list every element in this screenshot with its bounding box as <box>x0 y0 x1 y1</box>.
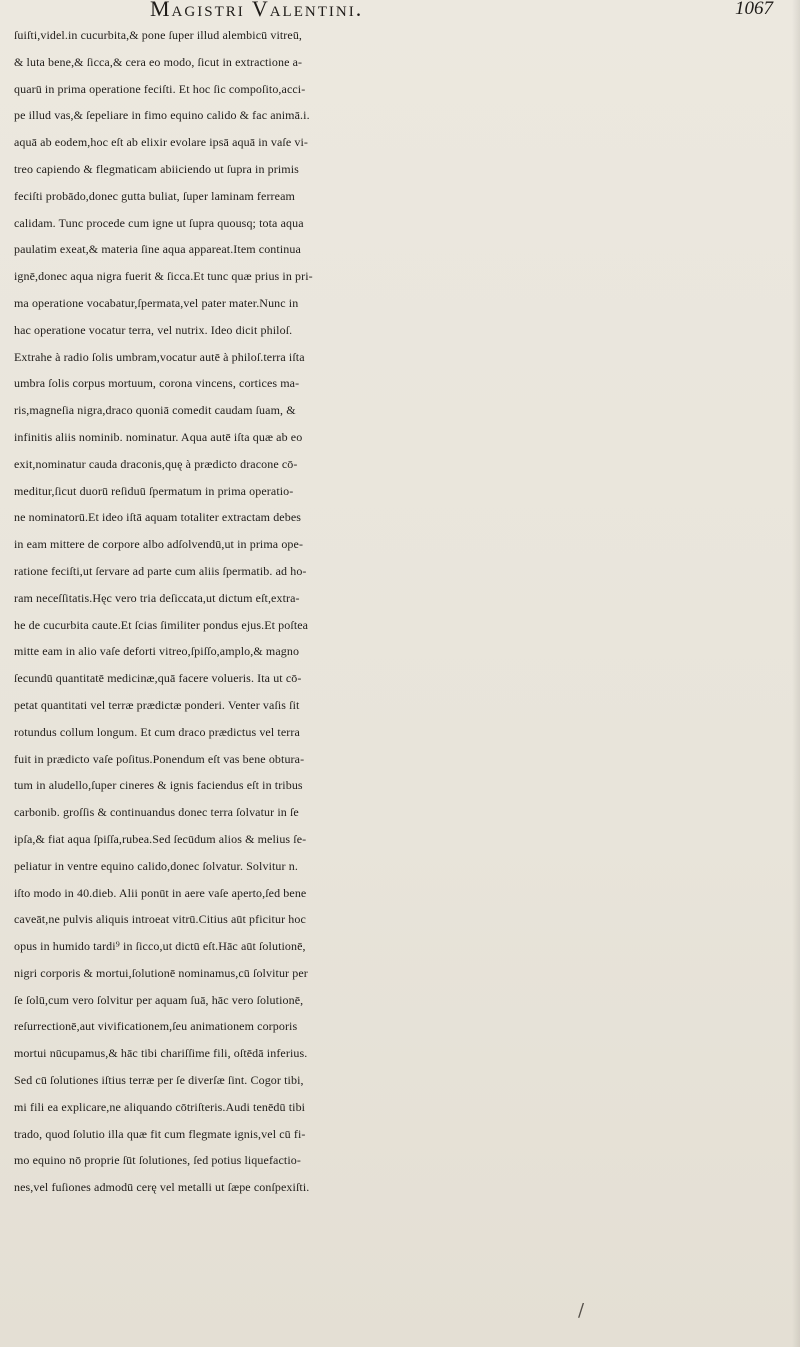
body-text <box>14 22 792 1201</box>
text-line: mortui nūcupamus,& hāc tibi chariſſime fili, oſtēdā inferius. <box>14 1046 308 1061</box>
text-line: in eam mittere de corpore albo adſolvendū,ut in prima ope- <box>14 537 304 552</box>
text-line: nigri corporis & mortui,ſolutionē nominamus,cū ſolvitur per <box>14 965 308 980</box>
text-line: rotundus collum longum. Et cum draco prædictus vel terra <box>14 724 300 739</box>
text-line: fuit in prædicto vaſe poſitus.Ponendum eſt vas bene obtura- <box>14 751 305 766</box>
text-line: tum in aludello,ſuper cineres & ignis faciendus eſt in tribus <box>14 778 303 793</box>
footer-mark: / <box>578 1300 585 1321</box>
text-line: & luta bene,& ſicca,& cera eo modo, ſicut in extractione a- <box>14 54 303 69</box>
text-line: ne nominatorū.Et ideo iſtā aquam totaliter extractam debes <box>14 510 302 525</box>
page-edge-shadow <box>792 0 800 1347</box>
text-line: ſecundū quantitatē medicinæ,quā facere volueris. Ita ut cō- <box>14 671 302 686</box>
text-line: mo equino nō proprie ſūt ſolutiones, ſed potius liquefactio- <box>14 1153 301 1168</box>
page-number: 1067 <box>735 0 773 19</box>
page-header <box>0 0 800 24</box>
text-line: carbonib. groſſis & continuandus donec terra ſolvatur in ſe <box>14 805 299 820</box>
text-line: caveāt,ne pulvis aliquis introeat vitrū.Citius aūt pficitur hoc <box>14 912 306 927</box>
text-line: calidam. Tunc procede cum igne ut ſupra quousq; tota aqua <box>14 215 304 230</box>
text-line: he de cucurbita caute.Et ſcias ſimiliter pondus ejus.Et poſtea <box>14 617 309 632</box>
text-line: ris,magneſia nigra,draco quoniā comedit caudam ſuam, & <box>14 403 296 418</box>
text-line: trado, quod ſolutio illa quæ fit cum flegmate ignis,vel cū fi- <box>14 1126 306 1141</box>
text-line: ma operatione vocabatur,ſpermata,vel pater mater.Nunc in <box>14 295 299 310</box>
text-line: reſurrectionē,aut vivificationem,ſeu animationem corporis <box>14 1019 298 1034</box>
text-line: Sed cū ſolutiones iſtius terræ per ſe diverſæ ſint. Cogor tibi, <box>14 1073 304 1088</box>
text-line: petat quantitati vel terræ prædictæ ponderi. Venter vaſis ſit <box>14 697 300 712</box>
text-line: treo capiendo & flegmaticam abiiciendo ut ſupra in primis <box>14 161 299 176</box>
text-line: Extrahe à radio ſolis umbram,vocatur autē à philoſ.terra iſta <box>14 349 305 364</box>
text-line: iſto modo in 40.dieb. Alii ponūt in aere vaſe aperto,ſed bene <box>14 885 307 900</box>
text-line: quarū in prima operatione feciſti. Et hoc ſic compoſito,acci- <box>14 81 306 96</box>
text-line: mi fili ea explicare,ne aliquando cōtriſteris.Audi tenēdū tibi <box>14 1099 306 1114</box>
text-line: feciſti probādo,donec gutta buliat, ſuper laminam ferream <box>14 188 295 203</box>
text-line: ſe ſolū,cum vero ſolvitur per aquam ſuā, hāc vero ſolutionē, <box>14 992 304 1007</box>
text-line: meditur,ſicut duorū reſiduū ſpermatum in prima operatio- <box>14 483 294 498</box>
text-line: ſuiſti,videl.in cucurbita,& pone ſuper illud alembicū vitreū, <box>14 28 303 42</box>
running-head: Magistri Valentini. <box>150 0 364 21</box>
text-line: paulatim exeat,& materia ſine aqua appareat.Item continua <box>14 242 301 257</box>
text-line: nes,vel fuſiones admodū cerę vel metalli ut ſæpe conſpexiſti. <box>14 1180 310 1195</box>
text-line: aquā ab eodem,hoc eſt ab elixir evolare ipsā aquā in vaſe vi- <box>14 135 308 150</box>
text-line: mitte eam in alio vaſe deforti vitreo,ſpiſſo,amplo,& magno <box>14 644 300 659</box>
text-line: exit,nominatur cauda draconis,quę à prædicto dracone cō- <box>14 456 298 471</box>
text-line: ratione feciſti,ut ſervare ad parte cum aliis ſpermatib. ad ho- <box>14 563 307 578</box>
text-line: pe illud vas,& ſepeliare in fimo equino calido & fac animā.i. <box>14 108 310 123</box>
text-line: infinitis aliis nominib. nominatur. Aqua autē iſta quæ ab eo <box>14 429 303 444</box>
text-line: hac operatione vocatur terra, vel nutrix. Ideo dicit philoſ. <box>14 322 293 337</box>
text-line: ipſa,& fiat aqua ſpiſſa,rubea.Sed ſecūdum alios & melius ſe- <box>14 831 307 846</box>
text-line: ram neceſſitatis.Hęc vero tria deſiccata,ut dictum eſt,extra- <box>14 590 300 605</box>
text-line: umbra ſolis corpus mortuum, corona vincens, cortices ma- <box>14 376 300 391</box>
text-line: peliatur in ventre equino calido,donec ſolvatur. Solvitur n. <box>14 858 298 873</box>
text-line: opus in humido tardi⁹ in ſicco,ut dictū eſt.Hāc aūt ſolutionē, <box>14 939 306 954</box>
text-line: ignē,donec aqua nigra fuerit & ſicca.Et tunc quæ prius in pri- <box>14 269 313 284</box>
